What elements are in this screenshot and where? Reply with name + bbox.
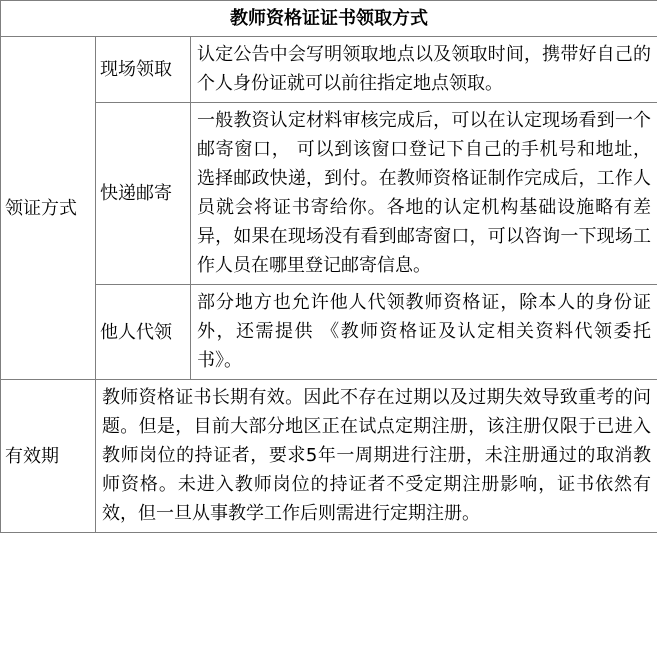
- group-label: 领证方式: [1, 37, 96, 380]
- method-name: 现场领取: [96, 37, 191, 103]
- title-row: [1, 1, 657, 37]
- table-row: [1, 103, 657, 285]
- validity-label: 有效期: [1, 380, 96, 533]
- table-row: [1, 285, 657, 380]
- table-row: [1, 37, 657, 103]
- method-description: 认定公告中会写明领取地点以及领取时间，携带好自己的个人身份证就可以前往指定地点领取。: [191, 37, 657, 103]
- validity-description: 教师资格证书长期有效。因此不存在过期以及过期失效导致重考的问题。但是，目前大部分地区正在试点定期注册，该注册仅限于已进入教师岗位的持证者，要求5年一周期进行注册，未注册通过的取消教师资格。未进入教师岗位的持证者不受定期注册影响，证书依然有效，但一旦从事教学工作后则需进行定期注册。: [96, 380, 657, 533]
- method-name: 他人代领: [96, 285, 191, 380]
- method-description: 一般教资认定材料审核完成后，可以在认定现场看到一个邮寄窗口， 可以到该窗口登记下自己的手机号和地址，选择邮政快递，到付。在教师资格证制作完成后，工作人员就会将证书寄给你。各地的认定机构基础设施略有差异，如果在现场没有看到邮寄窗口，可以咨询一下现场工作人员在哪里登记邮寄信息。: [191, 103, 657, 285]
- table-row: [1, 380, 657, 533]
- table-title: 教师资格证证书领取方式: [1, 1, 657, 37]
- method-description: 部分地方也允许他人代领教师资格证，除本人的身份证外，还需提供 《教师资格证及认定相关资料代领委托书》。: [191, 285, 657, 380]
- method-name: 快递邮寄: [96, 103, 191, 285]
